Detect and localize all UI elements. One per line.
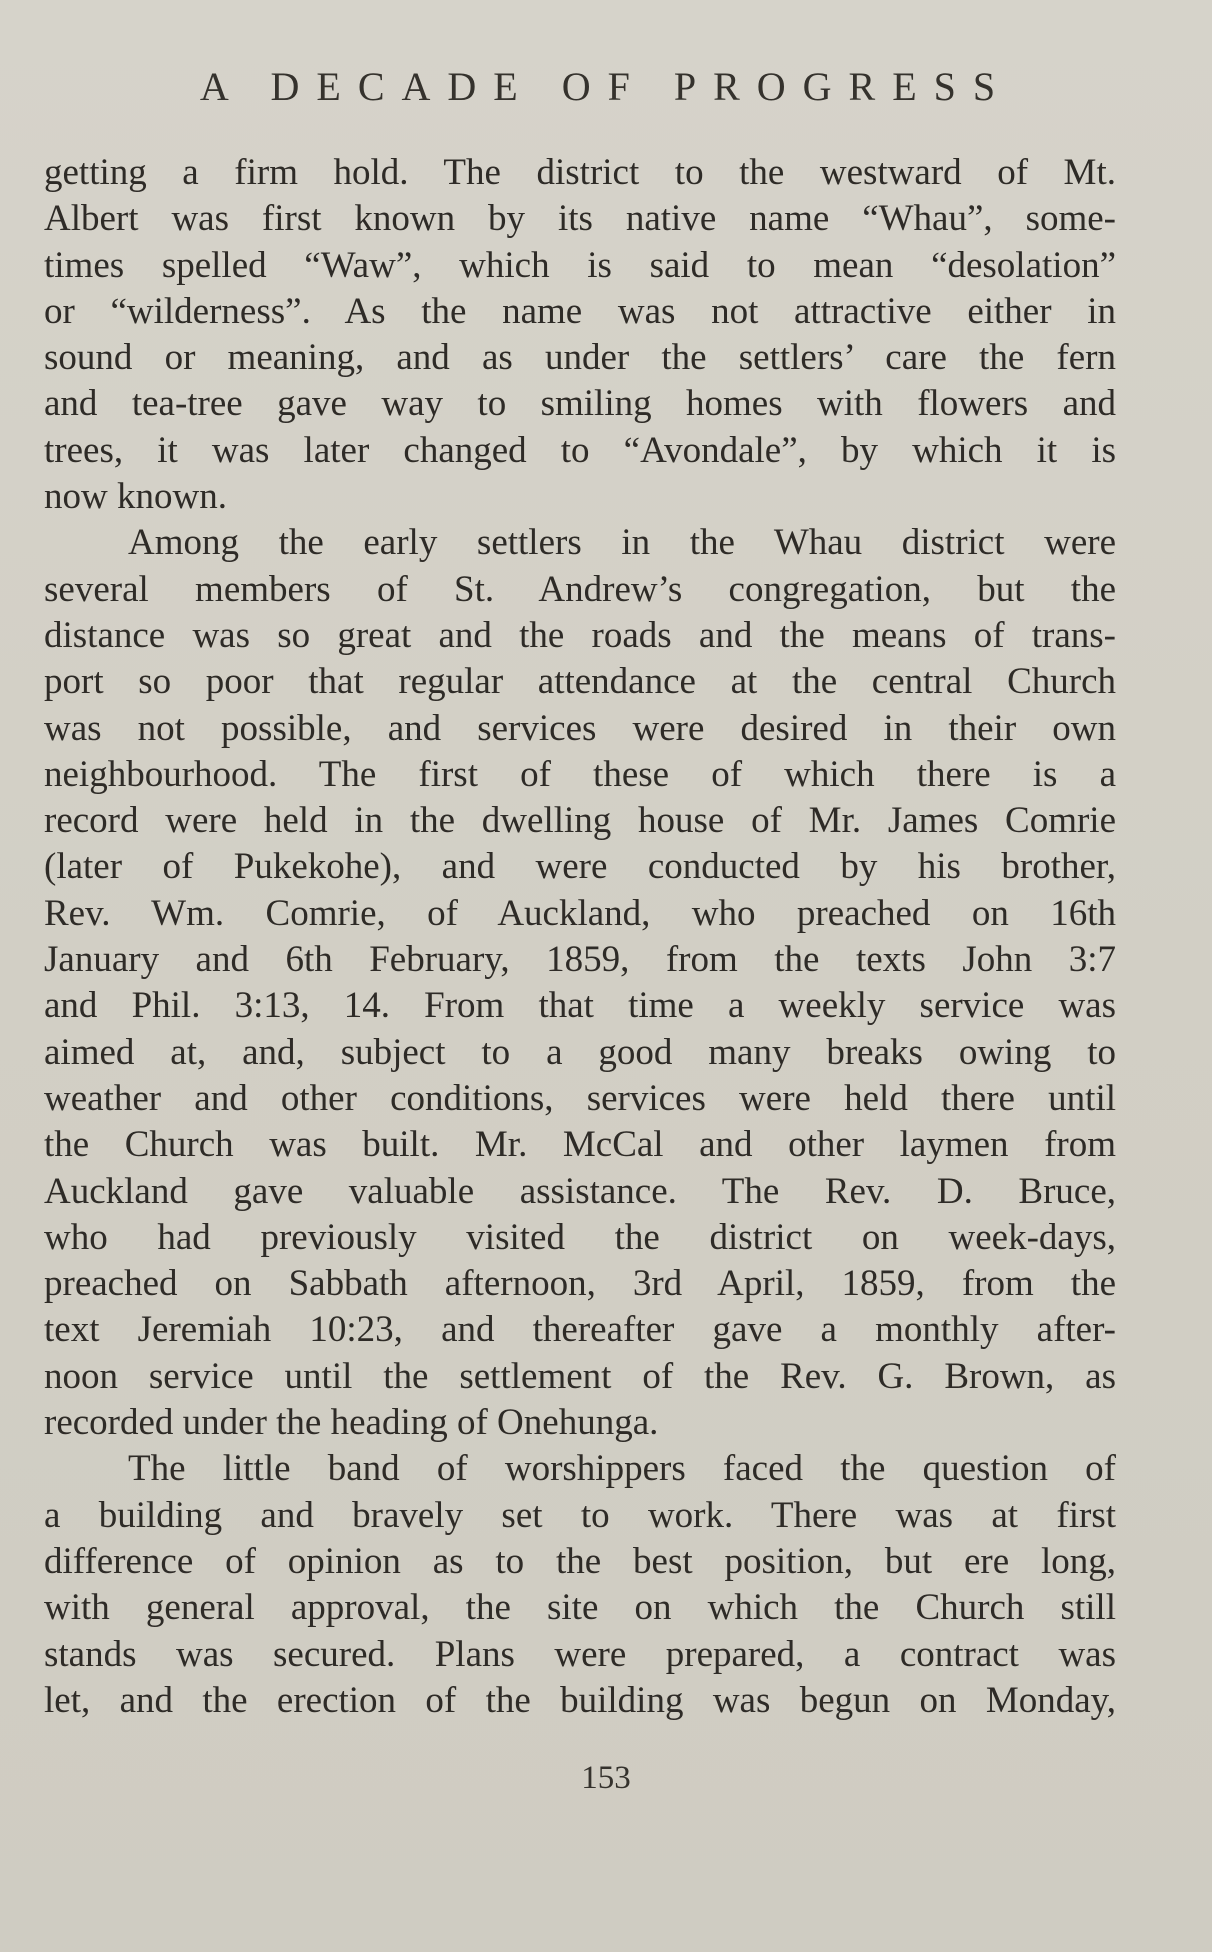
paragraph [44,150,1116,520]
text-line: distance was so great and the roads and the means of trans- [44,614,1116,656]
text-line: noon service until the settlement of the Rev. G. Brown, as [44,1355,1116,1397]
text-line: record were held in the dwelling house of Mr. James Comrie [44,800,1116,842]
running-head: A DECADE OF PROGRESS [199,64,1013,109]
text-line: Among the early settlers in the Whau district were [128,522,1116,564]
text-line: or “wilderness”. As the name was not attractive either in [44,290,1116,332]
text-line: aimed at, and, subject to a good many breaks owing to [44,1031,1116,1073]
text-line: getting a firm hold. The district to the westward of Mt. [44,152,1116,193]
paragraph [44,1446,1116,1724]
text-line: difference of opinion as to the best position, but ere long, [44,1540,1116,1582]
text-line: and Phil. 3:13, 14. From that time a weekly service was [44,985,1116,1027]
text-line: was not possible, and services were desired in their own [44,707,1116,749]
text-line: January and 6th February, 1859, from the texts John 3:7 [44,939,1116,981]
text-line: several members of St. Andrew’s congregation, but the [44,568,1116,610]
text-line: and tea-tree gave way to smiling homes with flowers and [44,383,1116,425]
text-line: now known. [44,476,227,518]
text-line: the Church was built. Mr. McCal and other laymen from [44,1124,1116,1166]
text-line: let, and the erection of the building was begun on Monday, [44,1679,1116,1721]
text-line: a building and bravely set to work. There was at first [44,1494,1116,1536]
text-line: text Jeremiah 10:23, and thereafter gave a monthly after- [44,1309,1116,1351]
text-line: neighbourhood. The first of these of which there is a [44,753,1116,795]
text-line: trees, it was later changed to “Avondale”, by which it is [44,429,1116,471]
page-number: 153 [581,1760,631,1796]
text-line: preached on Sabbath afternoon, 3rd April, 1859, from the [44,1263,1116,1305]
text-line: times spelled “Waw”, which is said to mean “desolation” [44,244,1116,286]
text-line: with general approval, the site on which the Church still [44,1587,1116,1629]
paragraph [44,520,1116,1446]
text-line: sound or meaning, and as under the settlers’ care the fern [44,337,1116,379]
text-line: recorded under the heading of Onehunga. [44,1402,659,1444]
text-line: (later of Pukekohe), and were conducted by his brother, [44,846,1116,888]
text-line: Albert was first known by its native name “Whau”, some- [44,198,1116,240]
text-line: Auckland gave valuable assistance. The Rev. D. Bruce, [44,1170,1116,1212]
text-line: weather and other conditions, services were held there until [44,1077,1116,1119]
text-line: who had previously visited the district on week-days, [44,1216,1116,1258]
text-line: stands was secured. Plans were prepared, a contract was [44,1633,1116,1675]
text-line: port so poor that regular attendance at the central Church [44,661,1116,703]
text-line: Rev. Wm. Comrie, of Auckland, who preached on 16th [44,892,1116,934]
body-text [44,150,1116,1724]
text-line: The little band of worshippers faced the question of [128,1448,1116,1490]
